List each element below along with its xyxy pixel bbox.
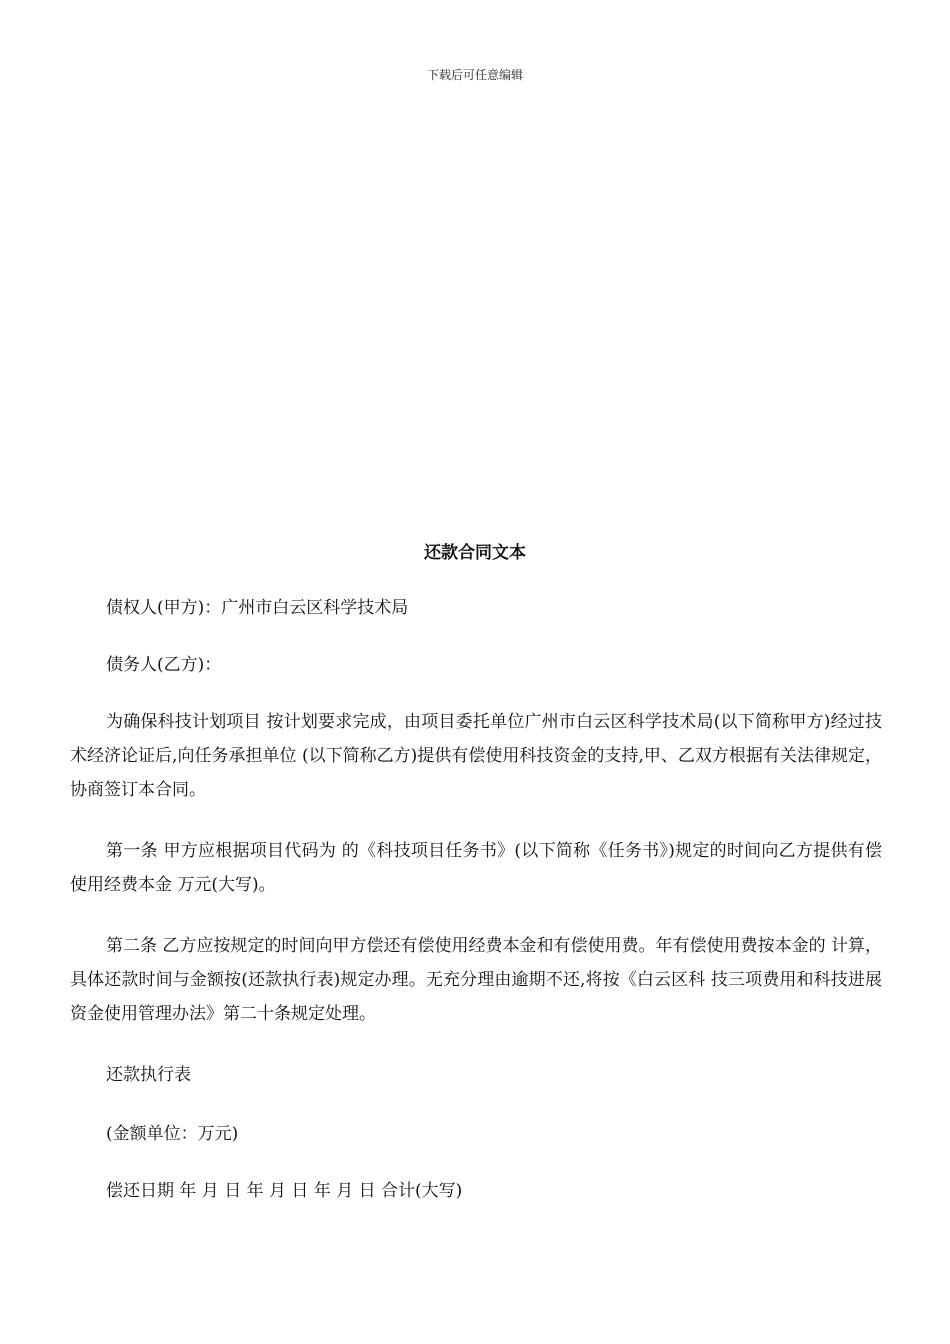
intro-paragraph: 为确保科技计划项目 按计划要求完成，由项目委托单位广州市白云区科学技术局(以下简称甲方)经过技术经济论证后,向任务承担单位 (以下简称乙方)提供有偿使用科技资金的支持,甲、乙双方根据有关法律规定，协商签订本合同。 (70, 712, 882, 800)
article-1-paragraph: 第一条 甲方应根据项目代码为 的《科技项目任务书》(以下简称《任务书》)规定的时间向乙方提供有偿使用经费本金 万元(大写)。 (70, 841, 882, 895)
debtor-line: 债务人(乙方)： (106, 655, 222, 675)
schedule-title: 还款执行表 (106, 1065, 191, 1085)
page-header-note: 下载后可任意编辑 (426, 68, 523, 82)
repayment-date-row: 偿还日期 年 月 日 年 月 日 年 月 日 合计(大写) (106, 1181, 463, 1201)
amount-unit-note: (金额单位：万元) (106, 1124, 239, 1144)
creditor-line: 债权人(甲方)：广州市白云区科学技术局 (106, 598, 409, 618)
document-title: 还款合同文本 (424, 543, 526, 563)
article-2-paragraph: 第二条 乙方应按规定的时间向甲方偿还有偿使用经费本金和有偿使用费。年有偿使用费按本金的 计算，具体还款时间与金额按(还款执行表)规定办理。无充分理由逾期不还,将按《白云区科 技三项费用和科技进展资金使用管理办法》第二十条规定处理。 (70, 936, 882, 1024)
